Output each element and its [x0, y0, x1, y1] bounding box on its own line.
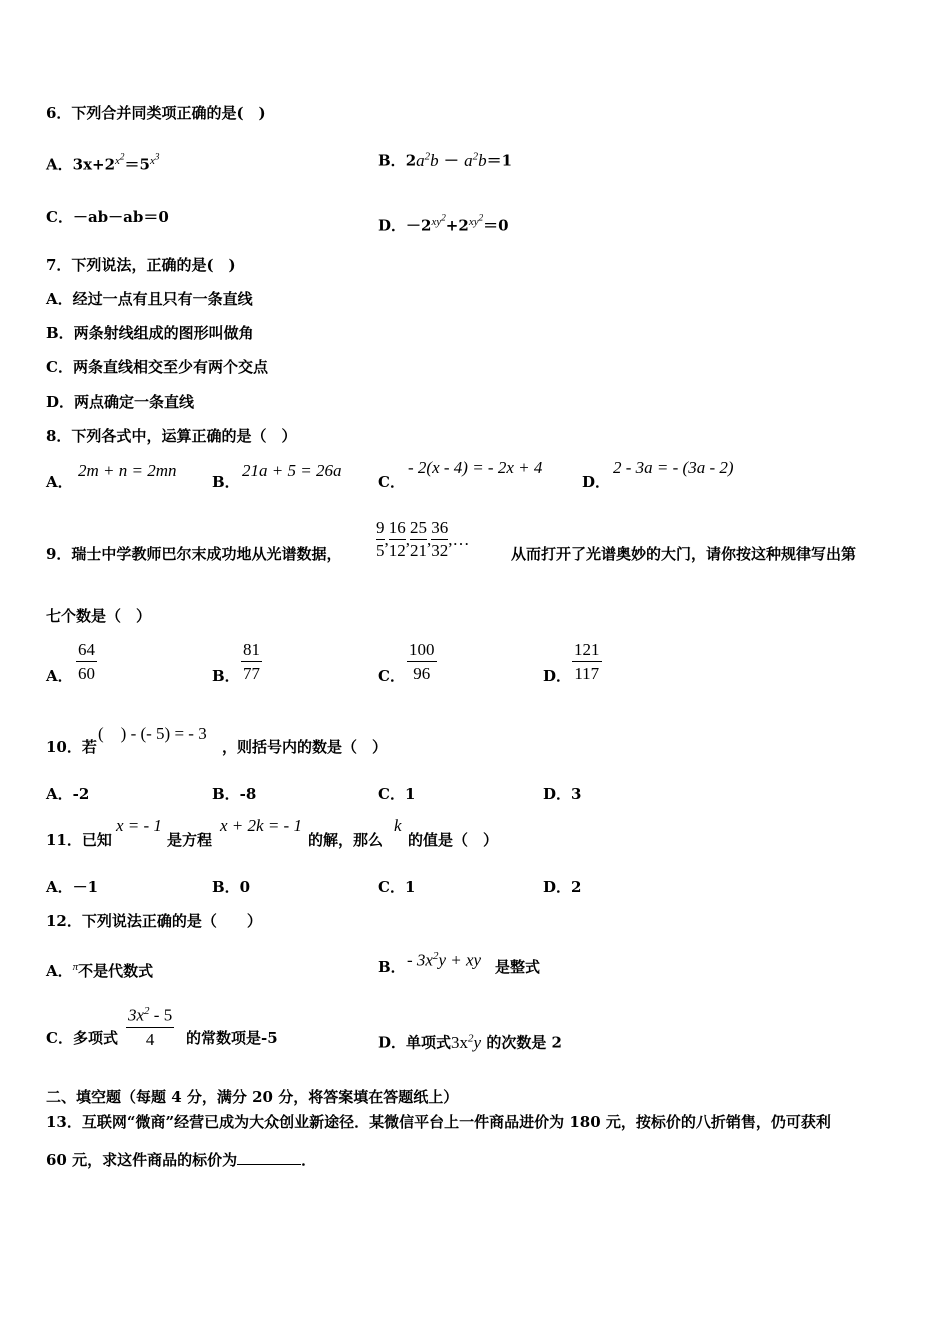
q10-expr: ( ) - (- 5) = - 3 [98, 724, 207, 743]
q8-option-b-expr: 21a + 5 = 26a [242, 461, 342, 480]
q7-option-d: D．两点确定一条直线 [46, 393, 195, 411]
q7-option-a: A．经过一点有且只有一条直线 [46, 290, 253, 308]
q6-option-a: A．$3x+2^{x^2}=5^{x^3}$ [46, 151, 160, 174]
q9-seq-frac-2: $\frac{16}{12}$ [388, 518, 406, 560]
q11-expr-2: x + 2k = - 1 [220, 816, 302, 835]
q12-option-b-expr: - $3x^2y$ + xy [407, 950, 482, 970]
q10-option-b: B．-8 [212, 785, 257, 803]
q6-option-d: D．$-2^{xy^2}+2^{xy^2}=0$ [378, 212, 509, 235]
section2-title: 二、填空题（每题 4 分，满分 20 分，将答案填在答题纸上） [46, 1088, 459, 1106]
q13-line1: 13．互联网“微商”经营已成为大众创业新途径．某微信平台上一件商品进价为 180 元，按标价的八折销售，仍可获利 [46, 1113, 831, 1131]
q9-option-c-label: C． [378, 667, 405, 685]
q9-option-c-frac: $\frac{100}{96}$ [409, 640, 435, 683]
q10-stem-pre: 10．若 [46, 738, 97, 756]
q12-option-c-post: 的常数项是-5 [186, 1029, 278, 1047]
q12-option-a: A．$^\pi$不是代数式 [46, 961, 154, 980]
q6-option-b: B．$2a^2b - a^2b=1$ [378, 150, 513, 170]
q9-option-b-label: B． [212, 667, 240, 685]
q7-option-c: C．两条直线相交至少有两个交点 [46, 358, 268, 376]
q7-option-b: B．两条射线组成的图形叫做角 [46, 324, 254, 342]
q9-option-a-label: A． [46, 667, 73, 685]
pi-symbol: π [72, 961, 79, 973]
q11-stem-mid1: 是方程 [167, 831, 213, 849]
q9-option-d-label: D． [543, 667, 572, 685]
q11-option-d: D．2 [543, 878, 582, 896]
q6-option-c: C．－ab－ab＝0 [46, 208, 169, 226]
q9-option-a-frac: $\frac{64}{60}$ [78, 640, 95, 683]
q8-option-c-expr: - 2(x - 4) = - 2x + 4 [408, 458, 543, 477]
q12-stem: 12．下列说法正确的是（ ） [46, 912, 262, 930]
q13-answer-blank[interactable] [237, 1150, 301, 1165]
q12-option-d: D．单项式$3x^2y$ 的次数是 2 [378, 1032, 562, 1052]
q9-option-d-frac: $\frac{121}{117}$ [574, 640, 600, 683]
q6-stem: 6．下列合并同类项正确的是( ) [46, 104, 266, 122]
q9-option-b-frac: $\frac{81}{77}$ [243, 640, 260, 683]
q9-stem-cont: 七个数是（ ） [46, 607, 152, 625]
q11-option-a: A．－1 [46, 878, 99, 896]
q7-stem: 7．下列说法，正确的是( ) [46, 256, 236, 274]
q8-stem: 8．下列各式中，运算正确的是（ ） [46, 427, 297, 445]
q8-option-a-label: A． [46, 473, 73, 491]
q8-option-c-label: C． [378, 473, 405, 491]
q10-option-c: C．1 [378, 785, 416, 803]
q9-stem-post: 从而打开了光谱奥妙的大门，请你按这种规律写出第 [511, 545, 857, 563]
q11-option-c: C．1 [378, 878, 416, 896]
q9-stem-pre: 9．瑞士中学教师巴尔末成功地从光谱数据， [46, 545, 342, 563]
q12-option-c-pre: C．多项式 [46, 1029, 118, 1047]
q12-option-b-text: 是整式 [495, 958, 541, 976]
q13-line2: 60 元，求这件商品的标价为 ． [46, 1151, 317, 1169]
q12-option-c-frac: $\frac{3x^2 - 5}{4}$ [128, 1005, 173, 1049]
q10-option-d: D．3 [543, 785, 582, 803]
q9-seq-frac-4: $\frac{36}{32}$ [431, 518, 449, 560]
q10-option-a: A．-2 [46, 785, 90, 803]
q11-stem-pre: 11．已知 [46, 831, 112, 849]
q11-stem-mid2: 的解，那么 [308, 831, 384, 849]
q9-seq-frac-3: $\frac{25}{21}$ [410, 518, 427, 560]
q9-seq-frac-1: $\frac{9}{5}$ [376, 518, 385, 560]
q8-option-a-expr: 2m + n = 2mn [78, 461, 177, 480]
q10-stem-post: ，则括号内的数是（ ） [222, 738, 388, 756]
q9-sequence: $\frac{9}{5}$ , $\frac{16}{12}$ , $\frac{25}{21}$ , $\frac{36}{32}$ ,… [376, 518, 470, 560]
q8-option-d-expr: 2 - 3a = - (3a - 2) [613, 458, 734, 477]
q11-expr-1: x = - 1 [116, 816, 162, 835]
q12-option-b-label: B． [378, 958, 406, 976]
q8-option-d-label: D． [582, 473, 611, 491]
q11-expr-3: k [394, 816, 402, 835]
q11-stem-post: 的值是（ ） [408, 831, 499, 849]
q8-option-b-label: B． [212, 473, 240, 491]
q11-option-b: B．0 [212, 878, 251, 896]
